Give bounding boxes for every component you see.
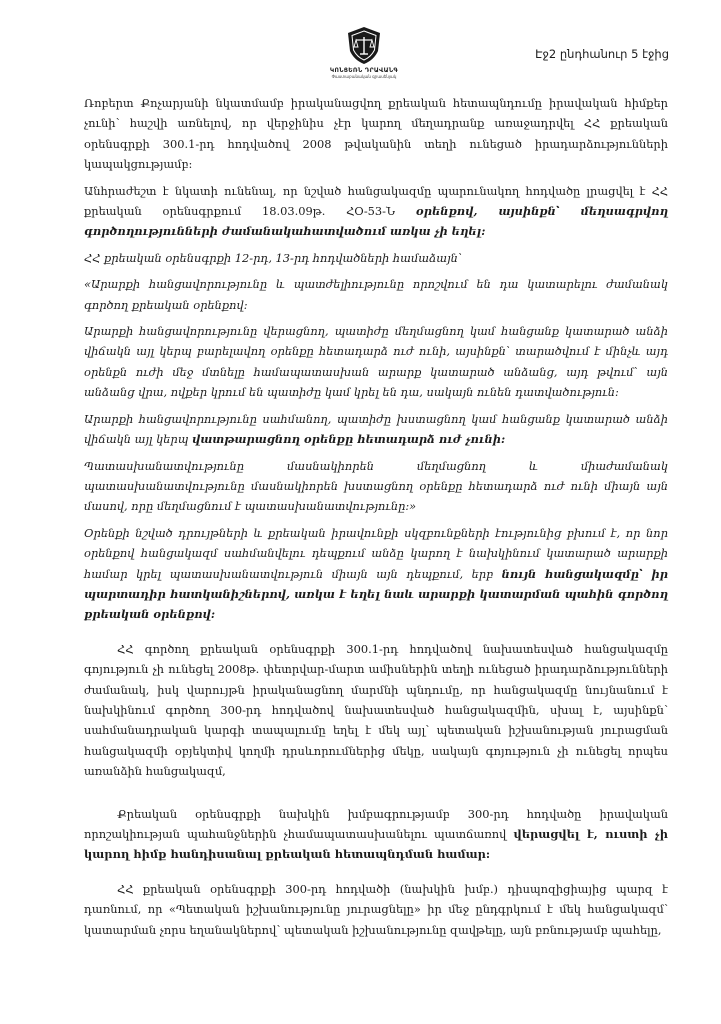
quote-aggravating-text: Արարքի հանցավորությունը սահմանող, պատիժը խստացնող կամ հանցանք կատարած անձի վիճակն այլ կերպ (84, 411, 668, 447)
quote-article-12: «Արարքի հանցավորությունը և պատժելիությունը որոշվում են դա կատարելու ժամանակ գործող քրեական օրենքով: (84, 277, 668, 312)
logo-subtitle: Փաստաբանական գրասենյակ (331, 74, 397, 79)
paragraph-principles-emphasis: նույն հանցակազմը՝ իր պարտադիր հատկանիշներով, առկա է եղել նաև արարքի կատարման պահին գործող քրեական օրենքով: (84, 566, 668, 622)
page-number: Էջ2 ընդհանուր 5 էջից (535, 47, 669, 61)
paragraph-2-text: Անհրաժեշտ է նկատի ունենալ, որ նշված հանցակազմը պարունակող հոդվածը լրացվել է ՀՀ քրեական օրենսգրքում 18.03.09թ. ՀՕ-53-Ն (84, 183, 668, 219)
paragraph-2 (84, 181, 668, 242)
paragraph-principles-text: Օրենքի նշված դրույթների և քրեական իրավունքի սկզբունքների էությունից բխում է, որ նոր օրենքով հանցակազմ սահմանվելու դեպքում անձը կարող է նախկինում կատարած արարքի համար կրել պատասխանատվություն միայն այն դեպքում, երբ (84, 525, 668, 581)
paragraph-1: Ռոբերտ Քոչարյանի նկատմամբ իրականացվող քրեական հետապնդումը իրավական հիմքեր չունի՝ հաշվի առնելով, որ վերջինիս չէր կարող մեղադրանք առաջադրվել ՀՀ քրեական օրենսգրքի 300.1-րդ հոդվածով 2008 թվականին տեղի ունեցած իրադարձությունների կապակցությամբ: (84, 96, 668, 172)
paragraph-2-emphasis: օրենքով, այսինքն՝ մեղսագրվող գործողությունների ժամանակահատվածում առկա չի եղել: (84, 204, 668, 239)
document-body (84, 93, 668, 946)
quote-partial-liability: Պատասխանատվությունը մասնակիորեն մեղմացնող և միաժամանակ պատասխանատվությունը մասնակիորեն խստացնող օրենքը հետադարձ ուժ ունի միայն այն մասով, որը մեղմացնում է պատասխանատվությունը:» (84, 458, 668, 514)
paragraph-principles (84, 523, 668, 625)
quote-aggravating-emphasis: վատթարացնող օրենքը հետադարձ ուժ չունի: (192, 432, 506, 447)
paragraph-disposition: ՀՀ քրեական օրենսգրքի 300-րդ հոդվածի (նախկին խմբ.) դիսպոզիցիայից պարզ է դառնում, որ «Պետական իշխանությունը յուրացնելը» իր մեջ ընդգրկում է մեկ հանցակազմ՝ կատարման չորս եղանակներով՝ պետական իշխանությունը զավթելը, այն բռնությամբ պահելը, (84, 881, 668, 937)
paragraph-article-300-1: ՀՀ գործող քրեական օրենսգրքի 300.1-րդ հոդվածով նախատեսված հանցակազմը գոյություն չի ունեցել 2008թ. փետրվար-մարտ ամիսներին տեղի ունեցած իրադարձությունների ժամանակ, իսկ վարույթն իրականացնող մարմնի պնդումը, որ հանցակազմը նույնանում է նախկինում գործող 300-րդ հոդվածով նախատեսված հանցակազմին, սխալ է, այսինքն՝ սահմանադրական կարգի տապալումը եղել է մեկ այլ՝ պետական իշխանության յուրացման հանցակազմի օբյեկտիվ կողմի դրսևորումներից մեկը, սակայն գոյություն չի ունեցել որպես առանձին հանցակազմ, (84, 641, 668, 779)
logo-name: ԿՈՆՑԵՌՆ ԴՐԱՎԱՆԳ (329, 67, 399, 74)
paragraph-repealed-emphasis: վերացվել է, ուստի չի կարող հիմք հանդիսանալ քրեական հետապնդման համար: (84, 827, 668, 862)
paragraph-3: ՀՀ քրեական օրենսգրքի 12-րդ, 13-րդ հոդվածների համաձայն՝ (84, 250, 462, 265)
firm-logo (324, 25, 404, 79)
quote-retroactive-aggravating (84, 409, 668, 450)
paragraph-repealed-text: Քրեական օրենսգրքի նախկին խմբագրությամբ 300-րդ հոդվածը իրավական որոշակիության պահանջներին չհամապատասխանելու պատճառով (84, 806, 668, 841)
shield-scales-icon (344, 25, 384, 65)
paragraph-article-300-repealed (84, 804, 668, 865)
quote-retroactive-mitigating: Արարքի հանցավորությունը վերացնող, պատիժը մեղմացնող կամ հանցանք կատարած անձի վիճակն այլ կերպ բարելավող օրենքը հետադարձ ուժ ունի, այսինքն՝ տարածվում է մինչև այդ օրենքն ուժի մեջ մտնելը համապատասխան արարք կատարած անձանց, այդ թվում՝ այն անձանց վրա, ովքեր կրում են պատիժը կամ կրել են դա, սակայն ունեն դատվածություն: (84, 324, 668, 400)
